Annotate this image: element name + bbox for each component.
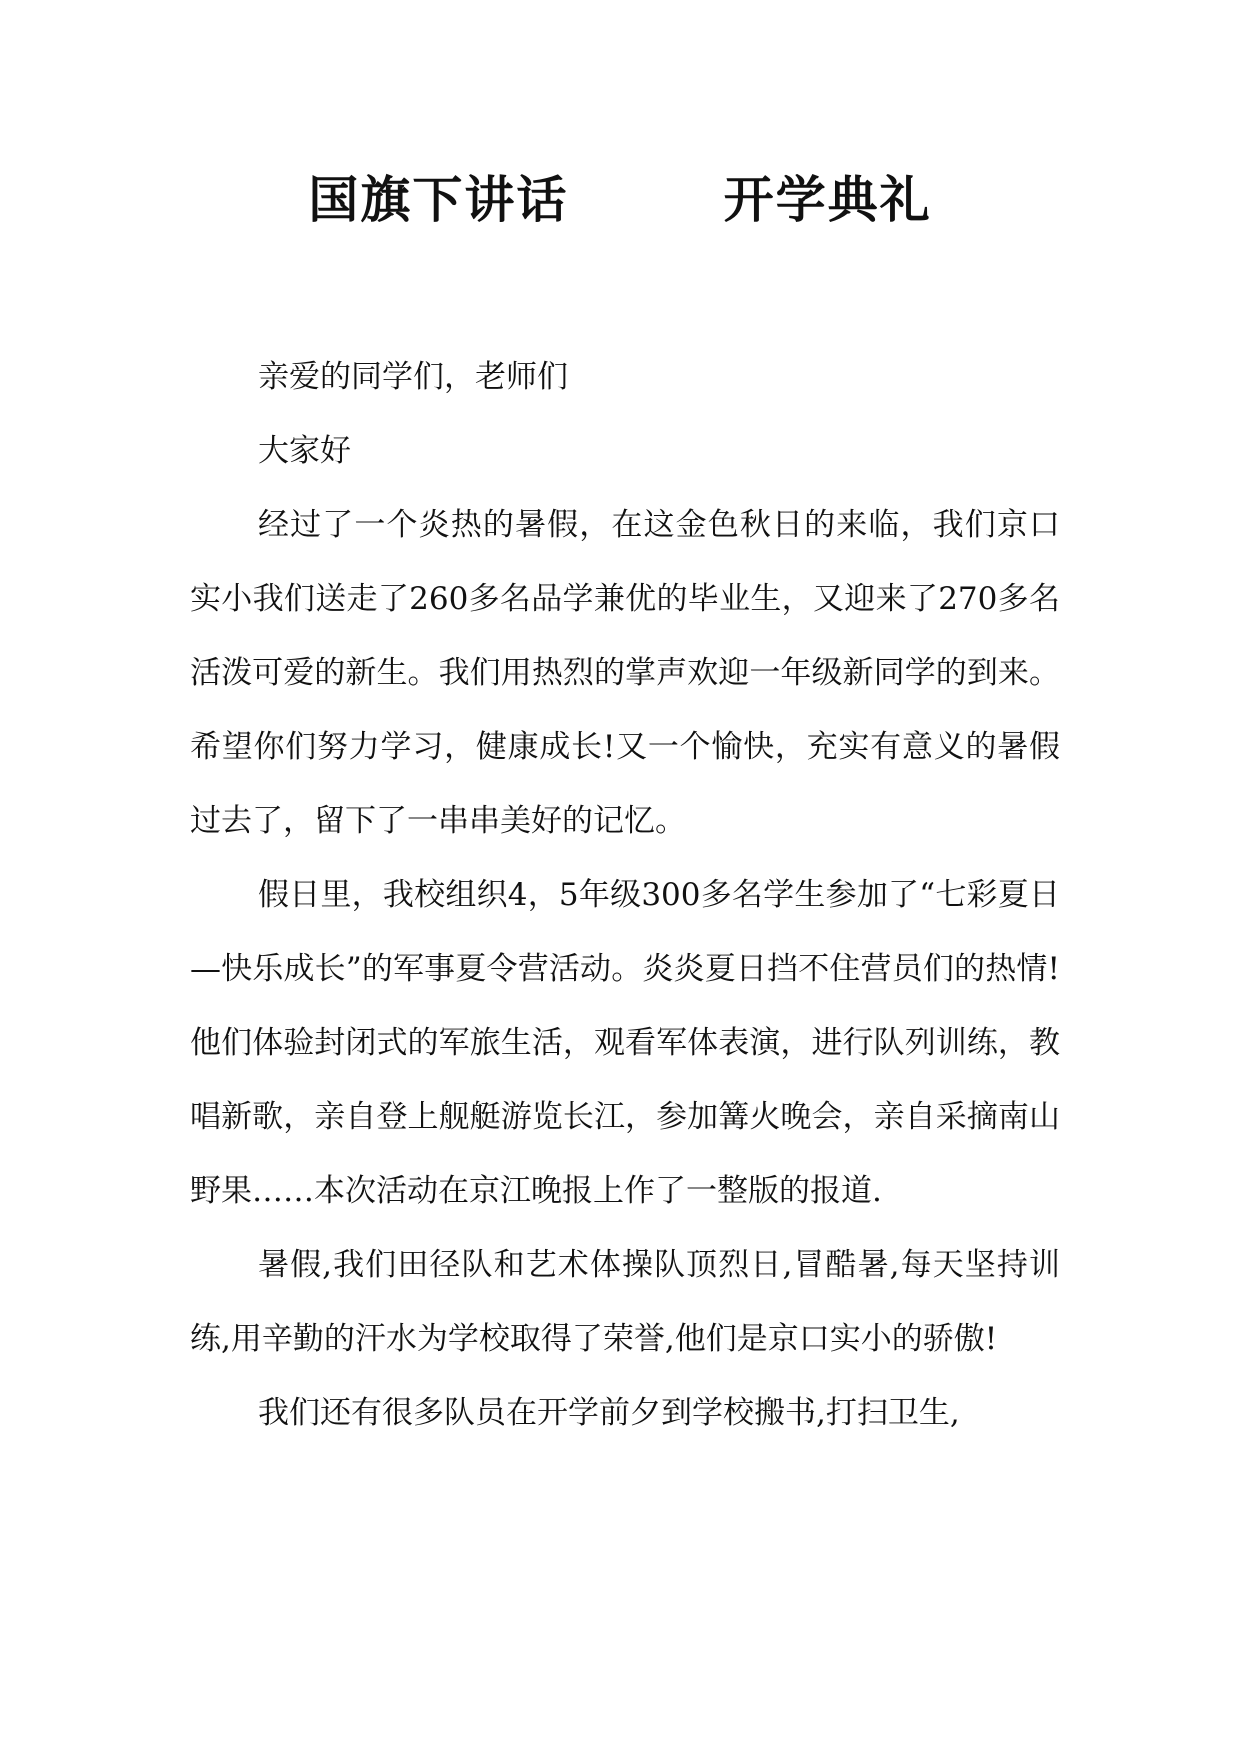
paragraph-summer-camp: 假日里，我校组织4，5年级300多名学生参加了“七彩夏日—快乐成长”的军事夏令营活动。炎炎夏日挡不住营员们的热情!他们体验封闭式的军旅生活，观看军体表演，进行队列训练，教唱新歌，亲自登上舰艇游览长江，参加篝火晚会，亲自采摘南山野果……本次活动在京江晚报上作了一整版的报道. [190,877,1060,1209]
greeting-line: 亲爱的同学们，老师们 [258,359,568,395]
paragraph-training: 暑假,我们田径队和艺术体操队顶烈日,冒酷暑,每天坚持训练,用辛勤的汗水为学校取得了荣誉,他们是京口实小的骄傲! [190,1247,1060,1357]
page-title: 国旗下讲话 开学典礼 [308,171,932,229]
paragraph-summer-intro: 经过了一个炎热的暑假，在这金色秋日的来临，我们京口实小我们送走了260多名品学兼优的毕业生，又迎来了270多名活泼可爱的新生。我们用热烈的掌声欢迎一年级新同学的到来。希望你们努力学习，健康成长!又一个愉快，充实有意义的暑假过去了，留下了一串串美好的记忆。 [190,507,1060,839]
greeting-hello: 大家好 [258,433,351,469]
speech-body [190,340,1060,1450]
paragraph-volunteers: 我们还有很多队员在开学前夕到学校搬书,打扫卫生, [258,1395,960,1431]
